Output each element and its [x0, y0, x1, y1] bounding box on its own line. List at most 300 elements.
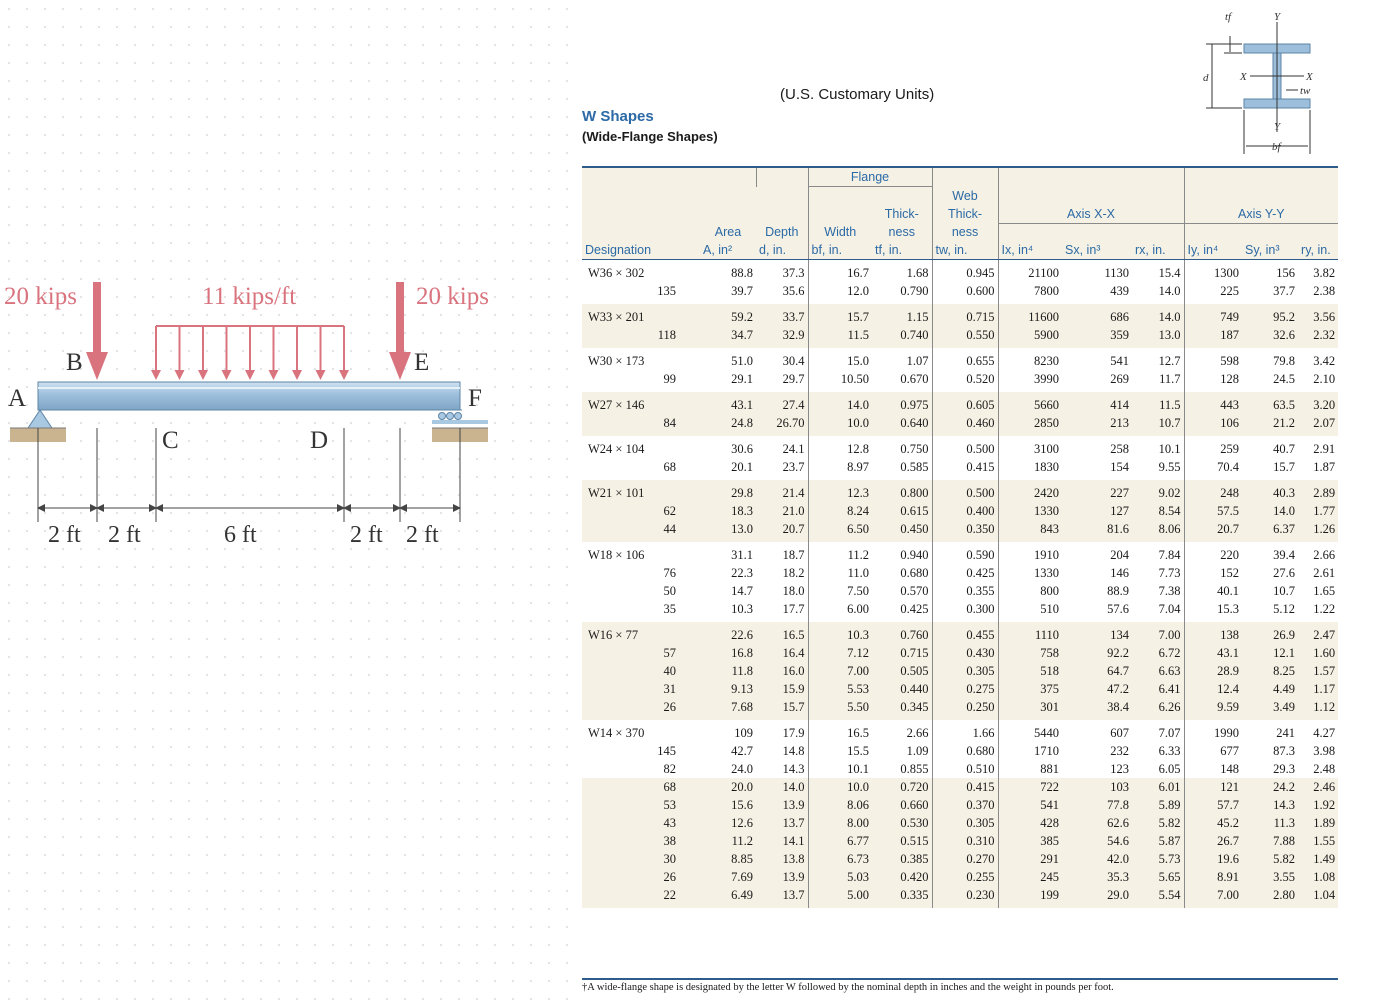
value-cell: 204: [1110, 548, 1130, 562]
value-cell: 0.335: [872, 886, 932, 908]
value-cell: 0.500: [932, 480, 998, 502]
value-cell: 6.01: [1132, 778, 1184, 796]
designation-cell: 76: [663, 566, 676, 580]
value-cell: 0.800: [872, 480, 932, 502]
value-cell: 2.38: [1313, 284, 1336, 298]
value-cell: 7.88: [1242, 832, 1298, 850]
designation-cell: W18 × 106: [588, 548, 645, 562]
designation-cell: 30: [582, 850, 700, 868]
distributed-load-label: 11 kips/ft: [202, 283, 297, 310]
value-cell: 23.7: [782, 460, 805, 474]
value-cell: 7.38: [1158, 584, 1181, 598]
value-cell: 1110: [998, 622, 1062, 644]
value-cell: 12.6: [700, 814, 756, 832]
designation-cell: 26: [582, 698, 700, 720]
header-web-thick-2: ness: [932, 223, 998, 241]
value-cell: 37.7: [1273, 284, 1296, 298]
value-cell: 2.47: [1298, 622, 1338, 644]
value-cell: 8.06: [1132, 520, 1184, 542]
value-cell: 20.0: [700, 778, 756, 796]
value-cell: 10.0: [808, 414, 872, 436]
value-cell: 7.69: [700, 868, 756, 886]
value-cell: 1.09: [906, 744, 929, 758]
table-row: [582, 436, 1338, 458]
value-cell: 1330: [998, 502, 1062, 520]
header-depth: Depth: [756, 223, 808, 241]
value-cell: 2.07: [1298, 414, 1338, 436]
dimension-lines: [38, 428, 460, 522]
value-cell: 2.61: [1313, 566, 1336, 580]
distributed-load-arrow: [316, 370, 326, 380]
value-cell: 13.0: [1132, 326, 1184, 348]
span-label-3: 6 ft: [224, 522, 257, 548]
value-cell: 1.49: [1298, 850, 1338, 868]
value-cell: 5.53: [808, 680, 872, 698]
value-cell: 27.4: [756, 392, 808, 414]
sketch-label-d: d: [1203, 72, 1209, 84]
value-cell: 0.790: [900, 284, 929, 298]
value-cell: 16.0: [756, 662, 808, 680]
value-cell: 0.670: [900, 372, 929, 386]
value-cell: 16.7: [808, 260, 872, 283]
value-cell: 28.9: [1184, 662, 1242, 680]
value-cell: 92.2: [1062, 644, 1132, 662]
value-cell: 1.04: [1298, 886, 1338, 908]
value-cell: 14.7: [731, 584, 753, 598]
value-cell: 5660: [998, 392, 1062, 414]
value-cell: 16.5: [808, 720, 872, 742]
value-cell: 2.46: [1298, 778, 1338, 796]
value-cell: 414: [1062, 392, 1132, 414]
value-cell: 15.5: [808, 742, 872, 760]
table-row: [582, 796, 1338, 814]
value-cell: 0.530: [872, 814, 932, 832]
value-cell: 63.5: [1242, 392, 1298, 414]
value-cell: 0.425: [932, 564, 998, 582]
value-cell: 10.50: [808, 370, 872, 392]
value-cell: 12.4: [1184, 680, 1242, 698]
value-cell: 123: [1110, 762, 1130, 776]
value-cell: 95.2: [1242, 304, 1298, 326]
designation-cell: 135: [657, 284, 676, 298]
value-cell: 32.9: [756, 326, 808, 348]
designation-cell: 35: [663, 602, 676, 616]
value-cell: 29.7: [782, 372, 805, 386]
w-shapes-table: [582, 166, 1338, 908]
value-cell: 259: [1184, 436, 1242, 458]
value-cell: 0.275: [932, 680, 998, 698]
value-cell: 248: [1184, 480, 1242, 502]
designation-cell: 22: [582, 886, 700, 908]
value-cell: 10.1: [1158, 442, 1181, 456]
value-cell: 20.7: [756, 520, 808, 542]
value-cell: 0.440: [872, 680, 932, 698]
value-cell: 3990: [998, 370, 1062, 392]
value-cell: 31.1: [731, 548, 753, 562]
value-cell: 0.590: [932, 542, 998, 564]
value-cell: 225: [1184, 282, 1242, 304]
value-cell: 1.22: [1313, 602, 1336, 616]
value-cell: 6.05: [1158, 762, 1181, 776]
designation-cell: W14 × 370: [588, 726, 645, 740]
table-row: [582, 414, 1338, 436]
value-cell: 11.2: [808, 542, 872, 564]
value-cell: 17.7: [782, 602, 805, 616]
value-cell: 2.91: [1313, 442, 1336, 456]
value-cell: 0.420: [872, 868, 932, 886]
value-cell: 39.4: [1273, 548, 1296, 562]
designation-cell: W16 × 77: [582, 622, 700, 644]
designation-cell: W30 × 173: [588, 354, 645, 368]
value-cell: 6.50: [808, 520, 872, 542]
value-cell: 5.12: [1273, 602, 1296, 616]
value-cell: 15.7: [1273, 460, 1296, 474]
header-flange: Flange: [808, 167, 932, 187]
value-cell: 232: [1110, 744, 1130, 758]
value-cell: 7.07: [1158, 726, 1181, 740]
value-cell: 677: [1184, 742, 1242, 760]
designation-cell: 62: [582, 502, 700, 520]
designation-cell: 38: [582, 832, 700, 850]
value-cell: 13.9: [756, 868, 808, 886]
point-label-b: B: [66, 349, 83, 376]
value-cell: 14.0: [808, 392, 872, 414]
designation-cell: W36 × 302: [588, 266, 645, 280]
value-cell: 5.50: [808, 698, 872, 720]
value-cell: 0.605: [932, 392, 998, 414]
value-cell: 0.385: [872, 850, 932, 868]
value-cell: 7.00: [808, 662, 872, 680]
value-cell: 9.13: [700, 680, 756, 698]
value-cell: 1.60: [1298, 644, 1338, 662]
value-cell: 0.550: [932, 326, 998, 348]
value-cell: 5900: [998, 326, 1062, 348]
span-label-4: 2 ft: [350, 522, 383, 548]
value-cell: 2.66: [906, 726, 929, 740]
value-cell: 0.425: [900, 602, 929, 616]
distributed-load-arrow: [175, 370, 185, 380]
value-cell: 199: [998, 886, 1062, 908]
value-cell: 77.8: [1062, 796, 1132, 814]
table-row: [582, 644, 1338, 662]
value-cell: 0.250: [932, 698, 998, 720]
value-cell: 1.66: [932, 720, 998, 742]
value-cell: 1.55: [1298, 832, 1338, 850]
value-cell: 5.82: [1132, 814, 1184, 832]
value-cell: 34.7: [700, 326, 756, 348]
value-cell: 11.2: [700, 832, 756, 850]
value-cell: 0.760: [872, 622, 932, 644]
value-cell: 19.6: [1184, 850, 1242, 868]
value-cell: 385: [998, 832, 1062, 850]
value-cell: 1.87: [1313, 460, 1336, 474]
table-row: [582, 260, 1338, 283]
value-cell: 88.9: [1107, 584, 1130, 598]
value-cell: 4.27: [1313, 726, 1336, 740]
value-cell: 0.585: [900, 460, 929, 474]
span-label-5: 2 ft: [406, 522, 439, 548]
table-row: [582, 886, 1338, 908]
point-label-e: E: [414, 349, 430, 376]
distributed-load-arrow: [292, 370, 302, 380]
value-cell: 0.855: [900, 762, 929, 776]
value-cell: 0.680: [900, 566, 929, 580]
table-row: [582, 760, 1338, 778]
designation-cell: W21 × 101: [582, 480, 700, 502]
value-cell: 38.4: [1062, 698, 1132, 720]
value-cell: 87.3: [1273, 744, 1296, 758]
value-cell: 0.655: [932, 348, 998, 370]
value-cell: 0.355: [932, 582, 998, 600]
value-cell: 187: [1184, 326, 1242, 348]
value-cell: 8230: [998, 348, 1062, 370]
value-cell: 6.33: [1158, 744, 1181, 758]
designation-cell: W27 × 146: [582, 392, 700, 414]
value-cell: 4.49: [1242, 680, 1298, 698]
value-cell: 15.7: [808, 304, 872, 326]
value-cell: 269: [1110, 372, 1130, 386]
value-cell: 29.3: [1273, 762, 1296, 776]
value-cell: 2.66: [1313, 548, 1336, 562]
value-cell: 0.940: [900, 548, 929, 562]
value-cell: 843: [998, 520, 1062, 542]
value-cell: 51.0: [731, 354, 753, 368]
value-cell: 0.740: [872, 326, 932, 348]
designation-cell: 84: [582, 414, 700, 436]
designation-cell: 50: [663, 584, 676, 598]
value-cell: 7.04: [1158, 602, 1181, 616]
value-cell: 59.2: [700, 304, 756, 326]
value-cell: 6.77: [808, 832, 872, 850]
value-cell: 12.7: [1158, 354, 1181, 368]
value-cell: 428: [998, 814, 1062, 832]
sketch-label-y-top: Y: [1274, 11, 1281, 23]
value-cell: 20.7: [1184, 520, 1242, 542]
value-cell: 749: [1184, 304, 1242, 326]
units-caption: (U.S. Customary Units): [780, 86, 935, 103]
value-cell: 0.715: [932, 304, 998, 326]
value-cell: 12.1: [1242, 644, 1298, 662]
value-cell: 24.1: [782, 442, 805, 456]
span-label-2: 2 ft: [108, 522, 141, 548]
value-cell: 258: [1110, 442, 1130, 456]
value-cell: 57.7: [1184, 796, 1242, 814]
header-ry: ry, in.: [1298, 241, 1338, 260]
value-cell: 14.0: [1242, 502, 1298, 520]
value-cell: 148: [1184, 760, 1242, 778]
value-cell: 1.57: [1298, 662, 1338, 680]
value-cell: 10.0: [808, 778, 872, 796]
table-row: [582, 832, 1338, 850]
value-cell: 7.84: [1158, 548, 1181, 562]
value-cell: 0.300: [932, 600, 998, 622]
sketch-label-tw: tw: [1300, 85, 1311, 97]
value-cell: 15.7: [756, 698, 808, 720]
value-cell: 1830: [998, 458, 1062, 480]
value-cell: 2.48: [1313, 762, 1336, 776]
value-cell: 14.0: [756, 778, 808, 796]
value-cell: 0.600: [932, 282, 998, 304]
value-cell: 13.0: [700, 520, 756, 542]
point-label-c: C: [162, 427, 179, 454]
header-area: Area: [700, 223, 756, 241]
value-cell: 8.06: [808, 796, 872, 814]
value-cell: 121: [1184, 778, 1242, 796]
header-area-unit: A, in²: [700, 241, 756, 260]
value-cell: 47.2: [1062, 680, 1132, 698]
value-cell: 227: [1062, 480, 1132, 502]
table-title: W Shapes: [582, 108, 654, 125]
value-cell: 15.0: [808, 348, 872, 370]
value-cell: 16.8: [700, 644, 756, 662]
header-designation: Designation: [582, 241, 700, 260]
header-web-unit: tw, in.: [932, 241, 998, 260]
wide-flange-section-icon: [1200, 8, 1340, 158]
load-label-right: 20 kips: [416, 283, 489, 310]
value-cell: 291: [998, 850, 1062, 868]
value-cell: 1.92: [1298, 796, 1338, 814]
table-row: [582, 868, 1338, 886]
value-cell: 0.505: [872, 662, 932, 680]
value-cell: 42.0: [1062, 850, 1132, 868]
value-cell: 12.0: [808, 282, 872, 304]
distributed-load-arrow: [245, 370, 255, 380]
value-cell: 57.5: [1184, 502, 1242, 520]
header-web: Web: [932, 187, 998, 205]
distributed-load-arrow: [339, 370, 349, 380]
beam: [38, 382, 460, 410]
span-label-1: 2 ft: [48, 522, 81, 548]
table-subtitle: (Wide-Flange Shapes): [582, 129, 718, 144]
value-cell: 1.26: [1298, 520, 1338, 542]
designation-cell: 40: [582, 662, 700, 680]
value-cell: 45.2: [1184, 814, 1242, 832]
designation-cell: 68: [582, 778, 700, 796]
value-cell: 1130: [1104, 266, 1130, 280]
value-cell: 510: [998, 600, 1062, 622]
value-cell: 24.2: [1242, 778, 1298, 796]
value-cell: 1.89: [1298, 814, 1338, 832]
value-cell: 43.1: [1184, 644, 1242, 662]
value-cell: 35.3: [1062, 868, 1132, 886]
value-cell: 6.26: [1132, 698, 1184, 720]
value-cell: 17.9: [782, 726, 805, 740]
value-cell: 7.00: [1184, 886, 1242, 908]
table-row: [582, 680, 1338, 698]
value-cell: 5.03: [808, 868, 872, 886]
value-cell: 18.2: [782, 566, 805, 580]
value-cell: 0.270: [932, 850, 998, 868]
value-cell: 6.41: [1132, 680, 1184, 698]
value-cell: 881: [998, 760, 1062, 778]
value-cell: 27.6: [1273, 566, 1296, 580]
value-cell: 14.8: [782, 744, 805, 758]
value-cell: 220: [1184, 542, 1242, 564]
value-cell: 1300: [1184, 260, 1242, 283]
header-width-unit: bf, in.: [808, 241, 872, 260]
header-rx: rx, in.: [1132, 241, 1184, 260]
value-cell: 722: [998, 778, 1062, 796]
value-cell: 0.570: [900, 584, 929, 598]
value-cell: 686: [1062, 304, 1132, 326]
value-cell: 21100: [998, 260, 1062, 283]
value-cell: 1.07: [906, 354, 929, 368]
value-cell: 14.3: [782, 762, 805, 776]
value-cell: 5.87: [1132, 832, 1184, 850]
designation-cell: 26: [582, 868, 700, 886]
value-cell: 3.49: [1242, 698, 1298, 720]
table-row: [582, 502, 1338, 520]
value-cell: 18.7: [782, 548, 805, 562]
header-axis-yy: Axis Y-Y: [1184, 205, 1338, 224]
header-sx: Sx, in³: [1062, 241, 1132, 260]
value-cell: 0.370: [932, 796, 998, 814]
value-cell: 2.89: [1298, 480, 1338, 502]
header-thick-unit: tf, in.: [872, 241, 932, 260]
value-cell: 10.7: [1132, 414, 1184, 436]
value-cell: 1.68: [906, 266, 929, 280]
value-cell: 22.6: [700, 622, 756, 644]
value-cell: 3.42: [1313, 354, 1336, 368]
value-cell: 0.455: [932, 622, 998, 644]
value-cell: 213: [1062, 414, 1132, 436]
value-cell: 10.3: [731, 602, 753, 616]
value-cell: 9.55: [1158, 460, 1181, 474]
header-flange-thick-1: Thick-: [872, 205, 932, 224]
table-row: [582, 282, 1338, 304]
value-cell: 128: [1184, 370, 1242, 392]
value-cell: 3.98: [1313, 744, 1336, 758]
header-depth-unit: d, in.: [756, 241, 808, 260]
value-cell: 11.5: [808, 326, 872, 348]
table-row: [582, 480, 1338, 502]
value-cell: 2.32: [1298, 326, 1338, 348]
value-cell: 1990: [1184, 720, 1242, 742]
value-cell: 106: [1184, 414, 1242, 436]
point-label-f: F: [468, 385, 482, 412]
value-cell: 127: [1062, 502, 1132, 520]
header-axis-xx: Axis X-X: [998, 205, 1184, 224]
table-row: [582, 600, 1338, 622]
value-cell: 3.20: [1298, 392, 1338, 414]
value-cell: 26.9: [1242, 622, 1298, 644]
value-cell: 26.7: [1184, 832, 1242, 850]
value-cell: 5.00: [808, 886, 872, 908]
value-cell: 11.8: [700, 662, 756, 680]
value-cell: 12.3: [808, 480, 872, 502]
value-cell: 6.72: [1132, 644, 1184, 662]
value-cell: 5.89: [1132, 796, 1184, 814]
value-cell: 3.82: [1313, 266, 1336, 280]
designation-cell: 57: [582, 644, 700, 662]
value-cell: 0.400: [932, 502, 998, 520]
value-cell: 10.1: [808, 760, 872, 778]
value-cell: 1.15: [872, 304, 932, 326]
value-cell: 11.5: [1132, 392, 1184, 414]
value-cell: 32.6: [1242, 326, 1298, 348]
table-row: [582, 662, 1338, 680]
value-cell: 13.7: [756, 814, 808, 832]
value-cell: 0.230: [932, 886, 998, 908]
value-cell: 81.6: [1062, 520, 1132, 542]
table-footnote: †A wide-flange shape is designated by the letter W followed by the nominal depth in inches and the weight in pounds per foot.: [582, 978, 1338, 993]
value-cell: 109: [734, 726, 753, 740]
value-cell: 0.500: [932, 436, 998, 458]
value-cell: 3100: [998, 436, 1062, 458]
table-row: [582, 778, 1338, 796]
value-cell: 3.55: [1242, 868, 1298, 886]
value-cell: 518: [998, 662, 1062, 680]
